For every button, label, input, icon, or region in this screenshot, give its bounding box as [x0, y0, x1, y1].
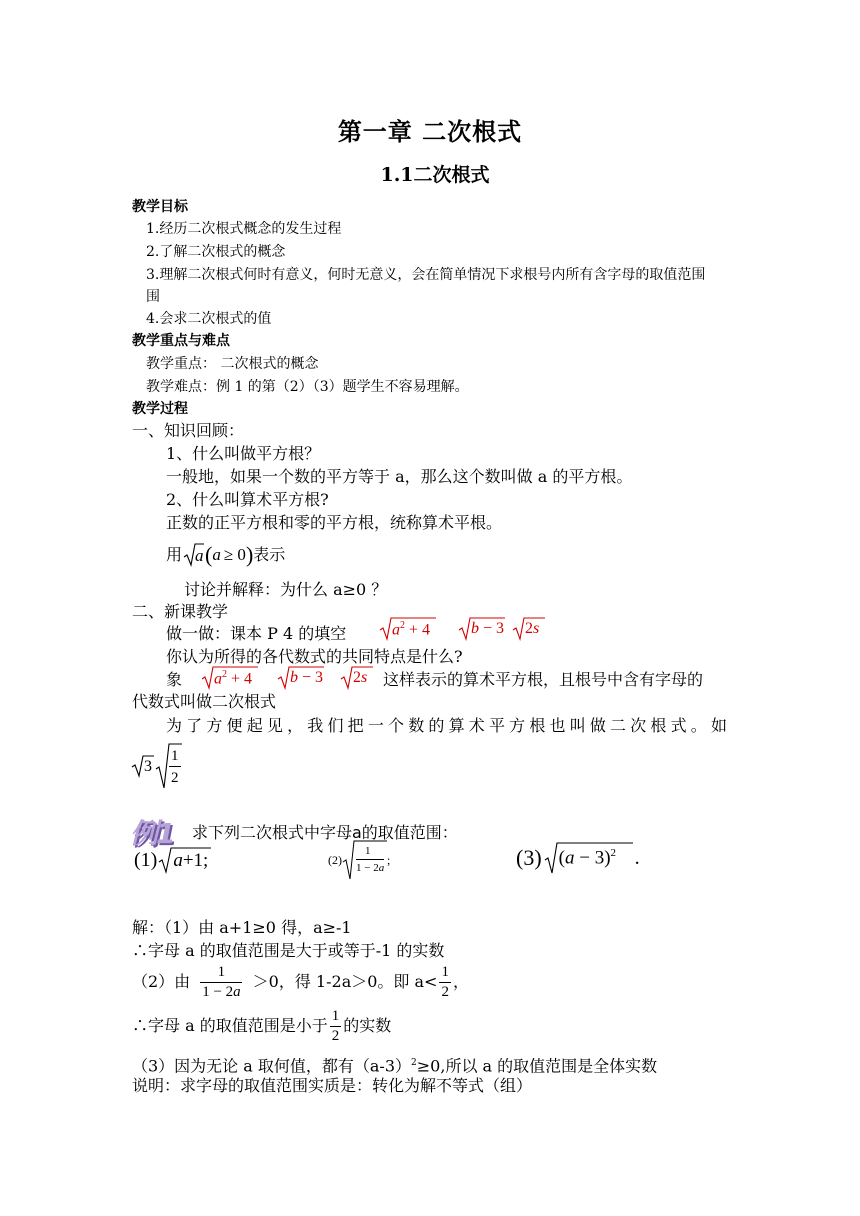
goal-2: 2.了解二次根式的概念 [146, 244, 286, 260]
expr-2s-2: 2s [341, 665, 373, 693]
solution-note: 说明：求字母的取值范围实质是：转化为解不等式（组） [132, 1076, 533, 1095]
expr-a2-plus-4: $a^2 + 4$ [380, 616, 436, 644]
definition-line-2: 代数式叫做二次根式 [132, 692, 277, 711]
example-part-1: (1) a+1; [134, 844, 211, 876]
example-radicals [132, 742, 182, 790]
discuss-line: 讨论并解释：为什么 a≥0 ？ [184, 580, 388, 599]
condition: ≥ 0 [223, 545, 246, 564]
review-answer-1: 一般地，如果一个数的平方等于 a，那么这个数叫做 a 的平方根。 [166, 467, 633, 486]
expr-a2-plus-4-2: $a^2 + 4$ [202, 665, 258, 693]
fraction-1-over-1-minus-2a: $\frac{1}{1 - 2a}$ [202, 963, 241, 1000]
part-1-label: (1) [134, 848, 158, 871]
definition-line-1: 这样表示的算术平方根，且根号中含有字母的 [383, 670, 704, 689]
expr-2s: 2s [513, 616, 545, 644]
section-subtitle: 1.1二次根式 [380, 164, 490, 186]
notation-prefix: 用 [166, 545, 183, 564]
paren-open: ( [205, 542, 213, 567]
ask-line: 你认为所得的各代数式的共同特点是什么? [166, 647, 463, 666]
example-part-2: (2) 1 1 − 2a ; [328, 838, 390, 882]
part-3-label: (3) [516, 845, 542, 870]
sqrt-a [184, 543, 204, 567]
like-word: 象 [166, 670, 183, 689]
try-line: 做一做：课本 P 4 的填空 [166, 624, 347, 643]
expr-b-minus-3-2: b − 3 [278, 665, 324, 693]
process-heading: 教学过程 [132, 401, 188, 417]
sqrt3-radicand: 3 [144, 758, 152, 775]
review-answer-2: 正数的正平方根和零的平方根，统称算术平根。 [166, 513, 503, 532]
solution-1-conclusion: ∴字母 a 的取值范围是大于或等于-1 的实数 [132, 941, 445, 960]
goal-4: 4.会求二次根式的值 [146, 311, 272, 327]
goals-heading: 教学目标 [132, 199, 188, 215]
solution-1: 解：（1）由 a+1≥0 得，a≥-1 [132, 918, 352, 937]
notation-suffix: 表示 [253, 545, 286, 564]
expr-b-minus-3: b − 3 [459, 616, 505, 644]
newlesson-heading: 二、新课教学 [132, 602, 229, 621]
half-numerator: 1 [171, 748, 179, 764]
condition-var: a [212, 545, 221, 564]
review-question-2: 2、什么叫算术平方根? [166, 490, 329, 509]
example-part-3: (3) $(a - 3)^2$ . [516, 840, 640, 876]
review-question-1: 1、什么叫做平方根？ [166, 444, 321, 463]
review-heading: 一、知识回顾： [132, 421, 245, 440]
solution-2: （2）由 $\frac{1}{1 - 2a}$ ＞0，得 1-2a＞0。即 a< $\frac{1}{2}$ ， [132, 963, 469, 1000]
example-badge: 例1 [130, 817, 174, 850]
goal-3: 3.理解二次根式何时有意义，何时无意义，会在简单情况下求根号内所有含字母的取值范围 [146, 267, 706, 283]
page-title: 第一章 二次根式 [337, 117, 523, 146]
paren-close: ) [245, 542, 254, 567]
fraction-one-half-2: $\frac{1}{2}$ [331, 1007, 340, 1044]
solution-2-conclusion: ∴字母 a 的取值范围是小于 $\frac{1}{2}$ 的实数 [132, 1007, 392, 1044]
key-heading: 教学重点与难点 [132, 333, 230, 349]
example-prompt: 求下列二次根式中字母a的取值范围： [192, 823, 458, 842]
key-point: 教学重点： 二次根式的概念 [146, 356, 319, 372]
solution-3: （3）因为无论 a 取何值，都有$(a-3)^2\ge 0$,所以 a 的取值范围是全体实数 [132, 1056, 658, 1076]
part-2-label: (2) [328, 852, 342, 867]
hard-point: 教学难点：例 1 的第（2）（3）题学生不容易理解。 [146, 379, 469, 395]
fraction-one-half: $\frac{1}{2}$ [441, 963, 449, 1000]
goal-3-continued: 围 [146, 289, 160, 305]
radicand-a: a [195, 546, 204, 565]
notation-line [166, 540, 285, 570]
half-denominator: 2 [171, 770, 179, 786]
goal-1: 1.经历二次根式概念的发生过程 [146, 221, 342, 237]
convention-line: 为了方便起见，我们把一个数的算术平方根也叫做二次根式。如 [166, 716, 730, 735]
